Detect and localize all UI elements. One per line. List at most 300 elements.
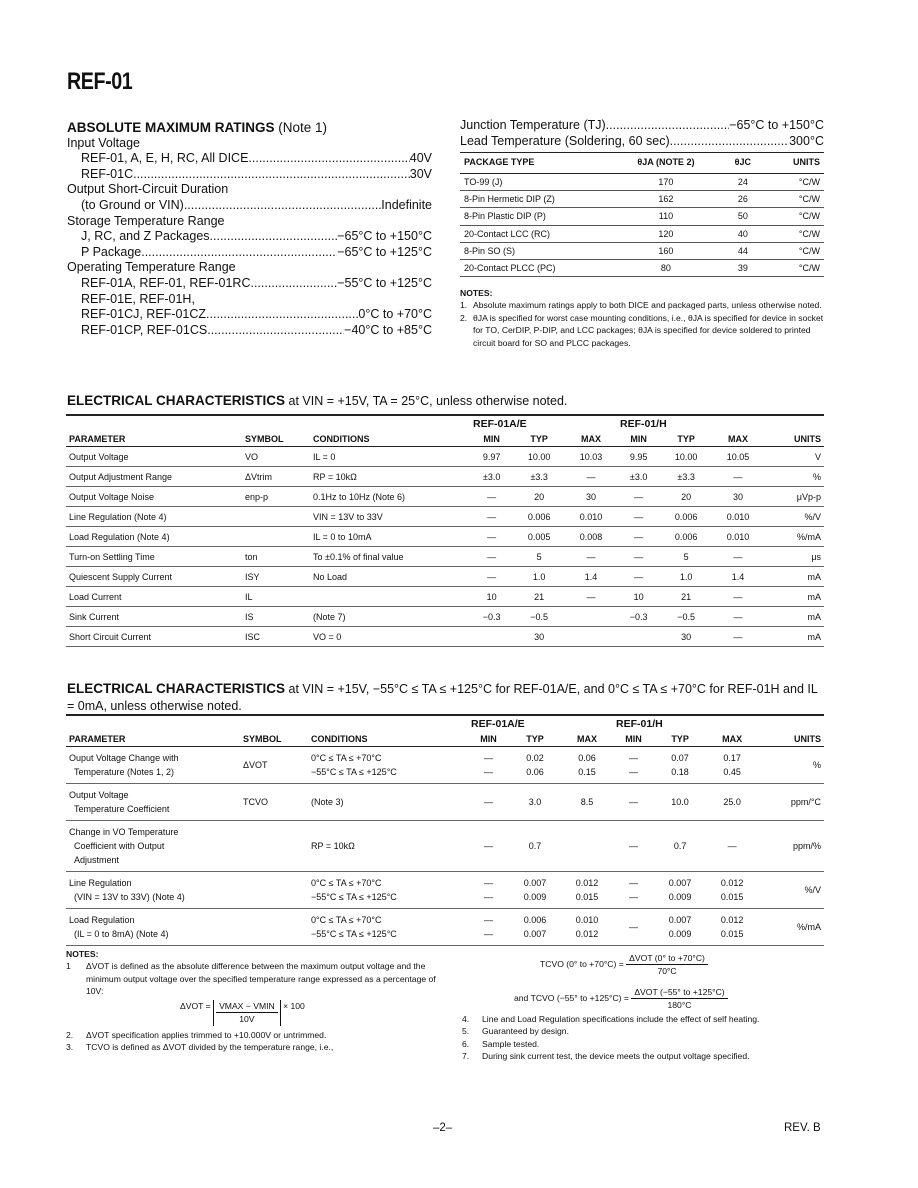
notes-bottom-right [462,948,827,1062]
amr-line: (to Ground or VIN) ..... Indefinite [67,198,432,214]
ec2-header: SYMBOL [240,732,308,747]
ec1-cell: — [470,527,513,547]
ec1-cell: 0.010 [712,527,764,547]
ec2-group-b: REF-01/H [616,718,663,730]
ec1-cell: — [712,547,764,567]
note-1: 1. Absolute maximum ratings apply to both DICE and packaged parts, unless otherwise noted. [460,300,822,311]
ec2-cell: ΔVOT [240,747,308,784]
ec2-cell [66,872,240,909]
ec1-cell: Short Circuit Current [66,627,242,647]
ec1-cell: — [470,547,513,567]
ec1-cell: enp-p [242,487,310,507]
ec1-cell: 30 [712,487,764,507]
ec1-cell: — [565,467,617,487]
ec1-row [66,587,824,607]
ec1-cell: −0.5 [513,607,565,627]
ec1-cell: — [617,507,660,527]
revision: REV. B [784,1122,821,1134]
ec1-cell: Output Voltage [66,447,242,467]
col-units: UNITS [764,153,824,174]
ec1-cell: 10 [470,587,513,607]
ec1-heading: ELECTRICAL CHARACTERISTICS at VIN = +15V, TA = 25°C, unless otherwise noted. [67,393,568,408]
ec2-cell: TCVO [240,784,308,821]
package-cell: 26 [722,191,764,208]
ec2-cell [509,821,561,872]
package-cell: 8-Pin Plastic DIP (P) [460,208,610,225]
ec2-cell [468,821,509,872]
ec1-cell [242,527,310,547]
ec2-cell-line: 0°C ≤ TA ≤ +70°C [311,878,382,888]
ec2-cell-line: −55°C ≤ TA ≤ +125°C [311,929,397,939]
ec1-cell: mA [764,627,824,647]
note-b6: 6. Sample tested. [462,1038,540,1049]
amr-line: REF-01, A, E, H, RC, All DICE ..... 40V [67,151,432,167]
ec2-cell [308,909,468,946]
ec1-cell: — [470,567,513,587]
ec2-cell [613,821,654,872]
ec2-cell [654,747,706,784]
ec2-cell [706,747,758,784]
ec2-cell [509,784,561,821]
ec2-cell [654,909,706,946]
amr-line: REF-01E, REF-01H, [81,291,195,306]
ec1-header: TYP [660,432,712,447]
ec2-cell [706,821,758,872]
ec1-cell: 20 [513,487,565,507]
ec1-cell: 0.008 [565,527,617,547]
ec2-cell-line: 0.015 [720,929,744,939]
ec2-cell-line: 10.0 [671,797,689,807]
ec2-cell-line: 0.17 [723,753,741,763]
package-cell: 120 [610,225,722,242]
ec2-cell-line: — [629,878,639,888]
ec1-cell: — [470,487,513,507]
ec2-cell-line: — [727,841,737,851]
ec1-cell: Load Current [66,587,242,607]
ec1-cell: 30 [660,627,712,647]
package-cell: 44 [722,242,764,259]
ec1-cell: No Load [310,567,470,587]
package-row [460,259,824,276]
ec2-cell-line: 0.012 [720,878,744,888]
ec2-cell [308,872,468,909]
ec1-cell: ±3.3 [513,467,565,487]
ec1-row [66,567,824,587]
ec1-cell [617,627,660,647]
amr-line: P Package ..... −65°C to +125°C [67,245,432,261]
ec2-cell [613,784,654,821]
ec2-header: PARAMETER [66,732,240,747]
col-theta-ja: θJA (NOTE 2) [610,153,722,174]
ec2-cell-line: — [484,767,493,777]
ec1-row [66,527,824,547]
notes-top-heading: NOTES: [460,288,493,298]
ec1-cell: ISC [242,627,310,647]
package-cell: 80 [610,259,722,276]
ec2-cell [66,784,240,821]
note-b1-formula: ΔVOT = $\frac{\text{VMAX − VMIN}}{10V}$ × 100 [180,1001,305,1025]
ec2-cell [468,784,509,821]
ec1-cell: 0.010 [565,507,617,527]
package-cell: 20-Contact PLCC (PC) [460,259,610,276]
ec2-cell [561,909,613,946]
ec2-cell [509,872,561,909]
ec1-cell: %/mA [764,527,824,547]
ec1-cell: Output Adjustment Range [66,467,242,487]
package-cell: 8-Pin Hermetic DIP (Z) [460,191,610,208]
ec1-cell: 0.006 [660,527,712,547]
ec2-table [66,714,824,946]
ec1-cell: Quiescent Supply Current [66,567,242,587]
ec2-row [66,747,824,784]
note-b4: 4. Line and Load Regulation specifications include the effect of self heating. [462,1014,760,1025]
ec1-cell: 1.0 [660,567,712,587]
ec1-cell: VO = 0 [310,627,470,647]
tc-formula-2: and TCVO (−55° to +125°C) = $\frac{\text{ΔVOT (−55° to +125°C)}}{180^\circ C}$ [462,986,827,1012]
amr-line: REF-01CP, REF-01CS ..... −40°C to +85°C [67,323,432,339]
ec2-cell-line: — [484,797,493,807]
ec2-header: CONDITIONS [308,732,468,747]
ec1-cell: 10.00 [513,447,565,467]
amr-line: REF-01CJ, REF-01CZ ..... 0°C to +70°C [67,307,432,323]
ec2-cell [308,821,468,872]
ec1-cell: % [764,467,824,487]
ec2-cell: %/mA [758,909,824,946]
package-cell: 24 [722,174,764,191]
note-b5: 5. Guaranteed by design. [462,1026,569,1037]
package-cell: 50 [722,208,764,225]
notes-bottom-left [66,948,446,1053]
ec2-cell-line: Temperature (Notes 1, 2) [74,767,175,777]
ec2-cell-line: — [484,929,493,939]
package-cell: °C/W [764,191,824,208]
ec2-cell-line: 0.015 [720,892,744,902]
ec2-cell-line: (Note 3) [311,797,344,807]
ec1-cell: μs [764,547,824,567]
ec1-cell: ±3.0 [470,467,513,487]
ec1-group-a: REF-01A/E [473,418,527,430]
ec2-cell [561,784,613,821]
ec1-cell: 5 [513,547,565,567]
ec2-cell-line: 0.007 [668,878,692,888]
ec2-cell [706,784,758,821]
ec2-header: MAX [706,732,758,747]
page-title: REF-01 [67,68,133,95]
tc-formula-1: TCVO (0° to +70°C) = $\frac{\text{ΔVOT (0° to +70°C)}}{70^\circ C}$ [462,952,827,978]
ec1-cell: 0.010 [712,507,764,527]
ec1-cell: — [617,547,660,567]
amr-line: Storage Temperature Range [67,213,225,228]
ec1-cell: IS [242,607,310,627]
ec1-cell: RP = 10kΩ [310,467,470,487]
notes-bottom-heading: NOTES: [66,949,99,959]
package-cell: °C/W [764,174,824,191]
ec2-cell-line: 0.7 [528,841,542,851]
package-cell: 170 [610,174,722,191]
package-row [460,242,824,259]
ec1-cell: 0.1Hz to 10Hz (Note 6) [310,487,470,507]
temperature-ratings [460,118,824,149]
page-number: –2– [433,1122,453,1134]
ec1-cell [565,607,617,627]
ec1-row [66,507,824,527]
ec1-cell: 21 [513,587,565,607]
ec1-cell: 1.4 [712,567,764,587]
ec1-row [66,607,824,627]
ec1-cell: 1.0 [513,567,565,587]
ec2-header: MIN [613,732,654,747]
amr-line: Input Voltage [67,135,140,150]
ec2-cell-line: 0.009 [668,892,692,902]
ec2-row [66,821,824,872]
ec1-cell: IL = 0 [310,447,470,467]
ec2-cell [509,909,561,946]
ec2-cell [706,872,758,909]
ec2-heading: ELECTRICAL CHARACTERISTICS at VIN = +15V, −55°C ≤ TA ≤ +125°C for REF-01A/E, and 0°C ≤ TA ≤ +70°C for REF-01H and IL = 0mA, unless otherwise noted. [67,681,818,713]
package-cell: 20-Contact LCC (RC) [460,225,610,242]
package-table [460,152,824,277]
ec2-cell-line: 0.007 [523,878,547,888]
ec1-cell: Load Regulation (Note 4) [66,527,242,547]
ec2-cell-line: 0.010 [575,915,599,925]
ec2-cell [561,747,613,784]
amr-line: REF-01C ..... 30V [67,167,432,183]
ec2-row [66,784,824,821]
ec1-cell: Line Regulation (Note 4) [66,507,242,527]
package-cell: 110 [610,208,722,225]
amr-heading: ABSOLUTE MAXIMUM RATINGS (Note 1) [67,120,328,135]
note-b3: 3. TCVO is defined as ΔVOT divided by the temperature range, i.e., [66,1042,334,1053]
package-cell: TO-99 (J) [460,174,610,191]
package-cell: 160 [610,242,722,259]
ec2-cell-line: — [629,753,639,763]
ec2-cell-line: 0.009 [668,929,692,939]
ec1-cell: V [764,447,824,467]
ec2-cell-line: Ouput Voltage Change with [69,753,179,763]
ec1-table [66,414,824,647]
package-cell: 162 [610,191,722,208]
ec2-cell [509,747,561,784]
ec1-cell: ISY [242,567,310,587]
ec2-cell-line: Temperature Coefficient [74,804,170,814]
ec1-cell: 10.05 [712,447,764,467]
ec1-cell: 21 [660,587,712,607]
ec1-cell: — [470,507,513,527]
ec2-cell-line: 0.015 [575,892,599,902]
ec1-cell: ±3.3 [660,467,712,487]
ec1-row [66,547,824,567]
ec1-cell: mA [764,607,824,627]
ec2-cell-line: 0.18 [671,767,689,777]
ec1-header: SYMBOL [242,432,310,447]
ec1-cell: 30 [565,487,617,507]
ec1-cell: Turn-on Settling Time [66,547,242,567]
note-b1: 1 ΔVOT is defined as the absolute difference between the maximum output voltage and the minimum output voltage over the specified temperature range expressed as a percentage of 10V: [66,961,436,996]
ec1-header: MIN [470,432,513,447]
ec2-cell-line: 0°C ≤ TA ≤ +70°C [311,915,382,925]
ec2-cell-line: Coefficient with Output [74,841,165,851]
note-2: 2. θJA is specified for worst case mounting conditions, i.e., θJA is specified for device in socket for TO, CerDIP, P-DIP, and LCC packages; θJA is specified for device soldered to printed circuit board for SO and PLCC packages. [460,312,824,348]
ec2-cell [613,872,654,909]
ec1-cell: 1.4 [565,567,617,587]
ec2-cell [613,909,654,946]
ec1-cell: — [617,527,660,547]
package-row [460,174,824,191]
ec2-cell: % [758,747,824,784]
ec1-cell: μVp-p [764,487,824,507]
ec2-cell-line: (VIN = 13V to 33V) (Note 4) [74,892,185,902]
ec1-header: MAX [565,432,617,447]
ec2-cell-line: — [484,892,493,902]
ec2-cell-line: −55°C ≤ TA ≤ +125°C [311,767,397,777]
amr-line: Operating Temperature Range [67,260,236,275]
ec2-cell-line: 0.012 [575,929,599,939]
ec2-cell [468,872,509,909]
ec1-cell: −0.3 [470,607,513,627]
ec2-cell-line: 0.006 [523,915,547,925]
ec2-cell [654,784,706,821]
ec2-cell [308,747,468,784]
ec1-cell: — [565,547,617,567]
ec1-cell: mA [764,567,824,587]
ec2-cell [706,909,758,946]
ec2-cell [308,784,468,821]
ec2-cell [468,747,509,784]
ec1-cell: — [617,487,660,507]
ec2-cell-line: RP = 10kΩ [311,841,355,851]
ec2-header: MIN [468,732,509,747]
ec2-cell-line: — [629,841,639,851]
ec2-cell-line: 0°C ≤ TA ≤ +70°C [311,753,382,763]
ec1-cell [565,627,617,647]
ec1-cell: IL = 0 to 10mA [310,527,470,547]
ec1-cell: — [617,567,660,587]
ec1-cell [470,627,513,647]
ec1-header: CONDITIONS [310,432,470,447]
ec2-cell-line: — [484,878,493,888]
ec2-cell-line: — [629,797,639,807]
ec2-cell-line: −55°C ≤ TA ≤ +125°C [311,892,397,902]
ec2-cell-line: Load Regulation [69,915,135,925]
ec1-cell: — [712,467,764,487]
package-cell: °C/W [764,208,824,225]
ec2-cell [654,821,706,872]
ec1-header: PARAMETER [66,432,242,447]
ec2-row [66,872,824,909]
note-b7: 7. During sink current test, the device meets the output voltage specified. [462,1051,750,1062]
ec1-cell: 0.006 [660,507,712,527]
ec2-cell-line: 0.45 [723,767,741,777]
ec2-header: TYP [509,732,561,747]
ec1-row [66,487,824,507]
lead-temp-row: Lead Temperature (Soldering, 60 sec) ..... 300°C [460,134,824,150]
ec2-cell [240,872,308,909]
amr-line: REF-01A, REF-01, REF-01RC ..... −55°C to +125°C [67,276,432,292]
ec2-cell-line: 0.009 [523,892,547,902]
ec1-header: MIN [617,432,660,447]
ec2-cell [561,821,613,872]
ec2-cell-line: 0.012 [720,915,744,925]
ec2-cell-line: 0.06 [578,753,596,763]
ec2-cell-line: 25.0 [723,797,741,807]
ec1-cell: — [712,587,764,607]
ec2-cell-line: 8.5 [580,797,594,807]
ec2-header-row [66,732,824,747]
ec1-cell: Sink Current [66,607,242,627]
ec1-row [66,447,824,467]
ec2-cell-line: — [484,915,493,925]
ec1-cell: IL [242,587,310,607]
ec2-cell-line: — [484,841,493,851]
ec1-cell: ΔVtrim [242,467,310,487]
col-theta-jc: θJC [722,153,764,174]
ec1-cell: — [565,587,617,607]
ec2-cell [613,747,654,784]
ec2-cell-line: 0.007 [668,915,692,925]
package-row [460,191,824,208]
ec1-cell: ton [242,547,310,567]
ec2-group-a: REF-01A/E [471,718,525,730]
notes-top [460,287,826,349]
ec2-cell [240,909,308,946]
ec1-cell: 0.006 [513,507,565,527]
ec2-cell-line: 0.02 [526,753,544,763]
ec2-cell-line: 0.7 [673,841,687,851]
package-cell: 40 [722,225,764,242]
ec2-cell-line: Change in VO Temperature [69,827,179,837]
ec2-cell [654,872,706,909]
ec1-cell: VO [242,447,310,467]
ec2-cell [66,821,240,872]
package-cell: °C/W [764,259,824,276]
ec2-cell [468,909,509,946]
ec2-cell-line: Line Regulation [69,878,132,888]
ec2-header: TYP [654,732,706,747]
ec2-header: MAX [561,732,613,747]
ec1-group-b: REF-01/H [619,418,667,430]
ec2-cell-line: 3.0 [528,797,542,807]
ec2-cell-line: 0.06 [526,767,544,777]
ec1-header: MAX [712,432,764,447]
ec1-cell: −0.3 [617,607,660,627]
ec2-cell-line: — [629,767,639,777]
ec1-header: TYP [513,432,565,447]
ec2-cell [240,821,308,872]
ec1-cell: 5 [660,547,712,567]
ec1-cell: 9.95 [617,447,660,467]
ec1-cell: To ±0.1% of final value [310,547,470,567]
ec1-cell: Output Voltage Noise [66,487,242,507]
ec1-cell [310,587,470,607]
ec2-cell-line: 0.15 [578,767,596,777]
ec1-cell: 10 [617,587,660,607]
ec2-cell: ppm/°C [758,784,824,821]
ec2-cell: ppm/% [758,821,824,872]
ec2-cell-line: — [629,922,639,932]
absolute-max-ratings [67,120,432,338]
package-row [460,225,824,242]
ec1-cell: %/V [764,507,824,527]
ec2-cell: %/V [758,872,824,909]
ec1-cell: ±3.0 [617,467,660,487]
ec2-cell-line: Adjustment [74,855,120,865]
ec1-row [66,467,824,487]
ec2-cell [561,872,613,909]
ec2-cell-line: 0.07 [671,753,689,763]
ec1-cell: 10.03 [565,447,617,467]
ec1-header-row [66,432,824,447]
ec2-cell-line: 0.012 [575,878,599,888]
